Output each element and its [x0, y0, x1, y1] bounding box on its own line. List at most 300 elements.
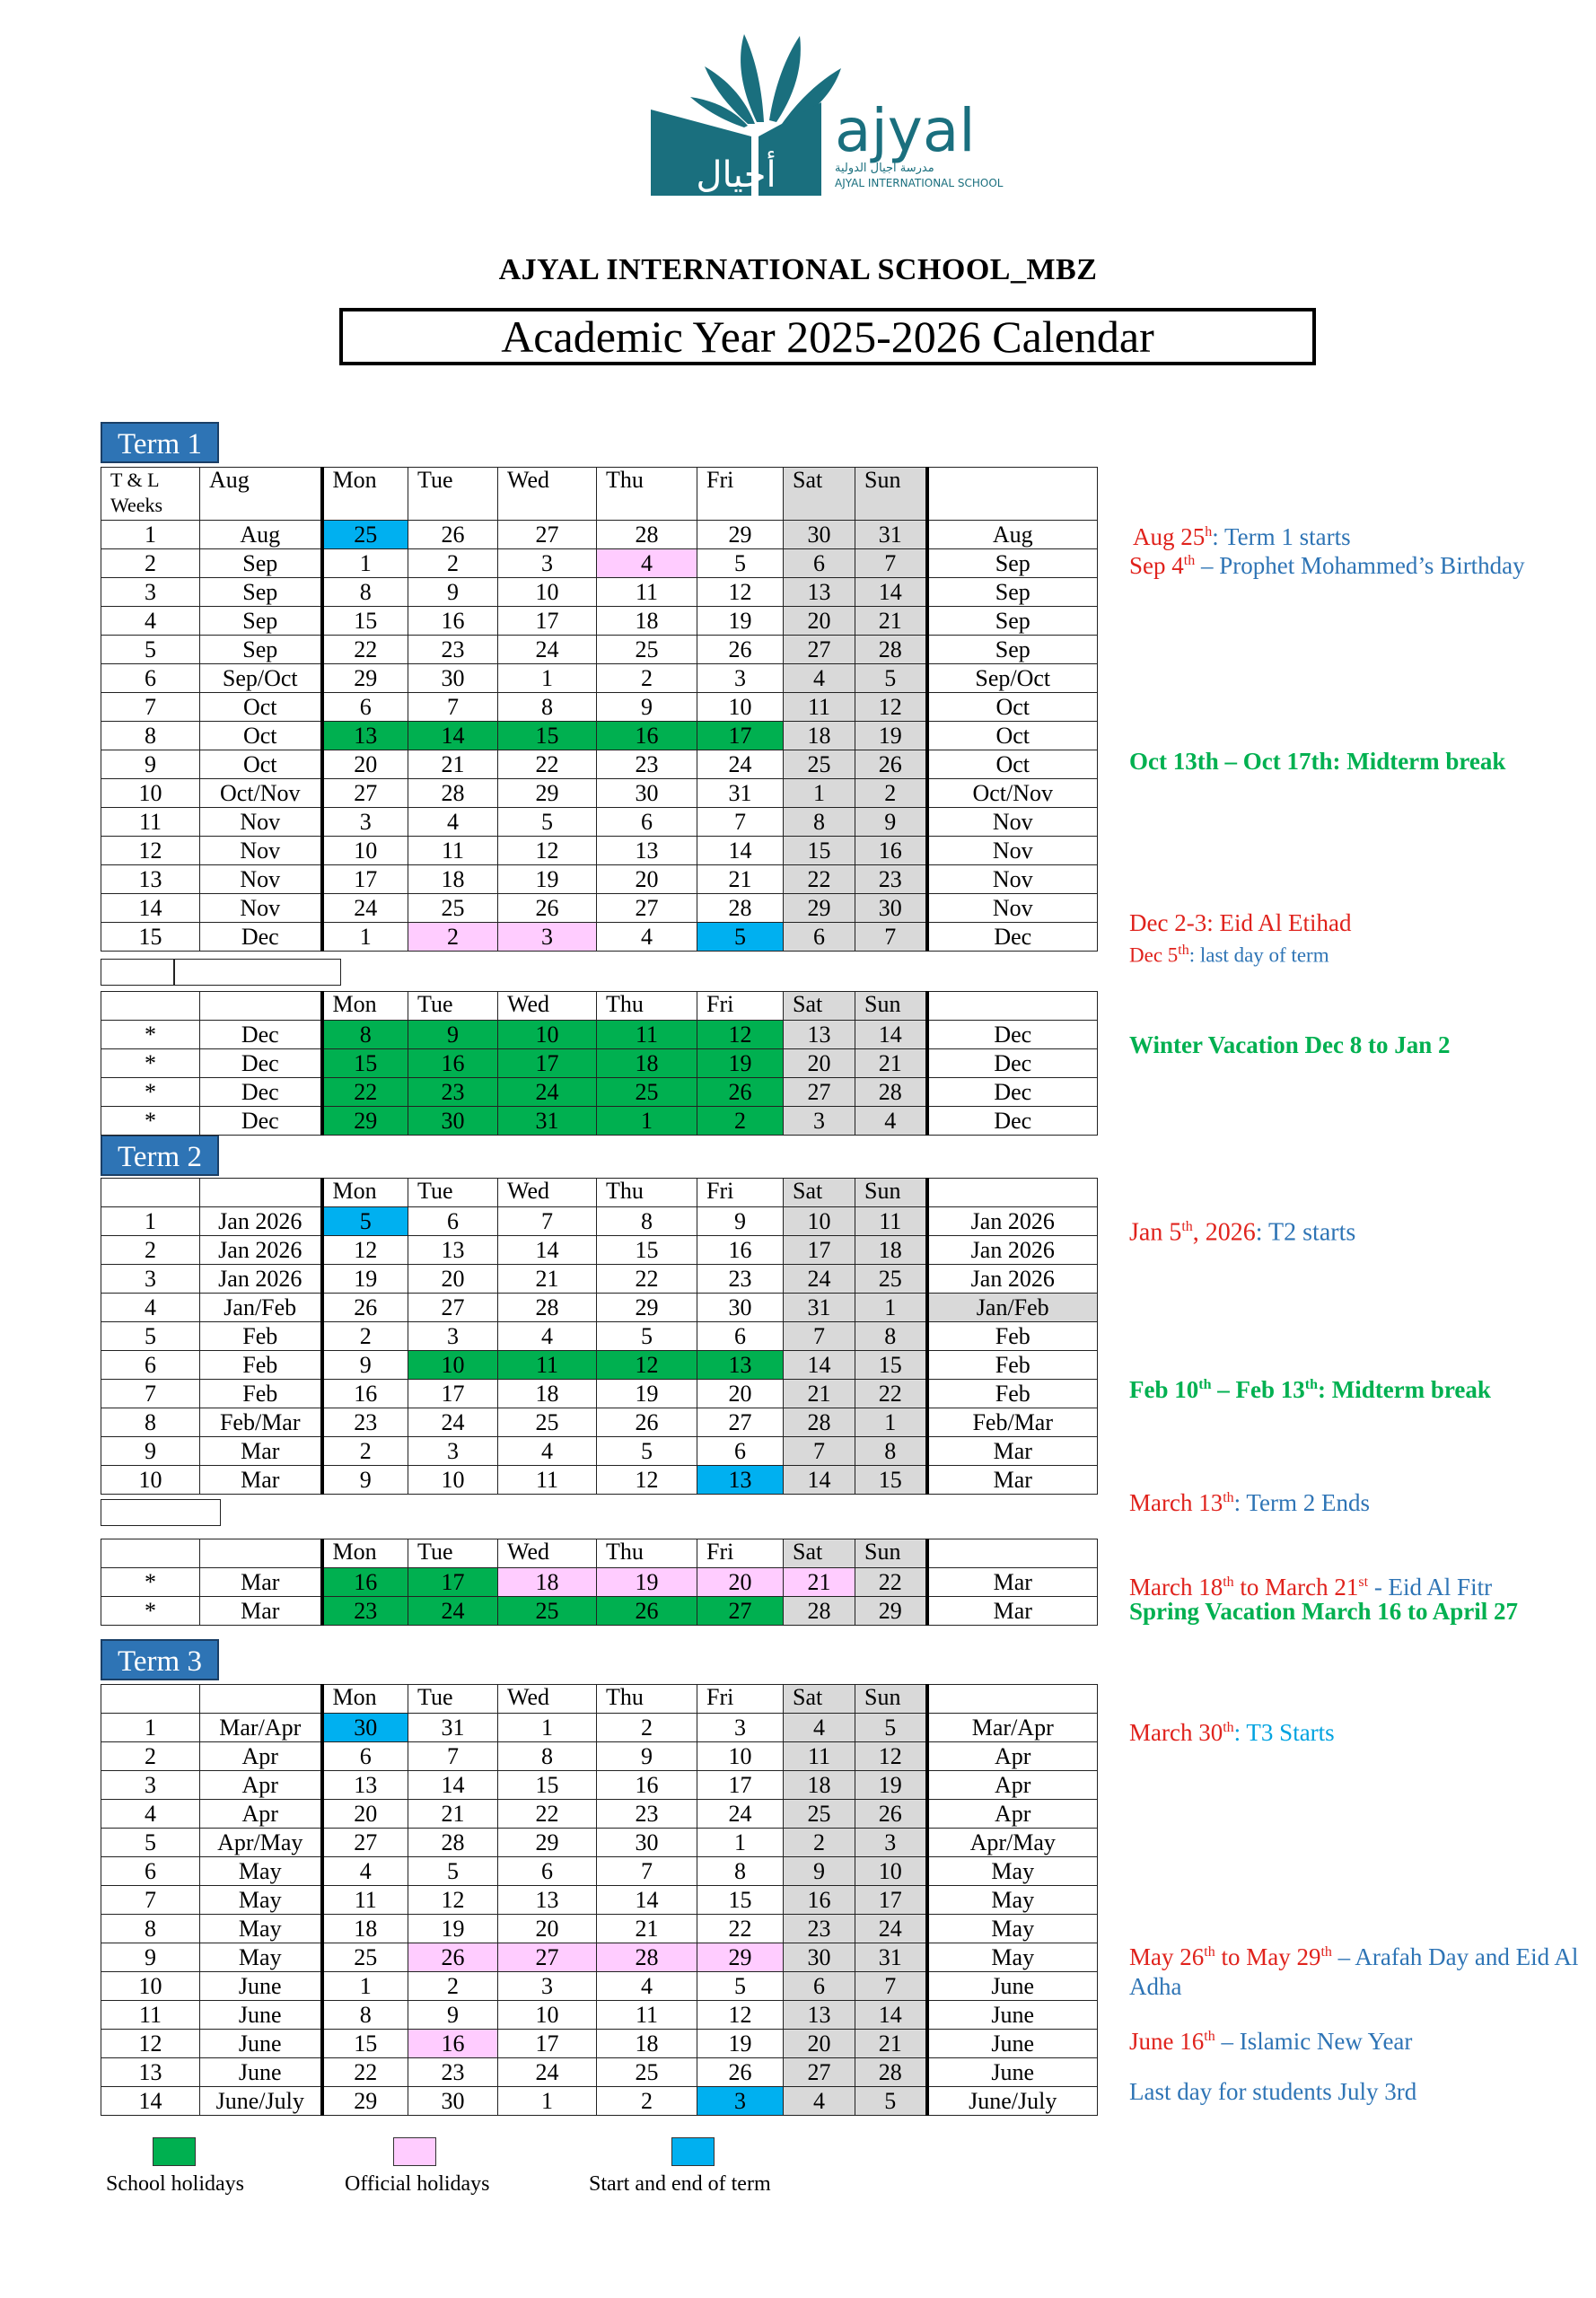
- day-cell-sat: 21: [784, 1568, 855, 1597]
- week-row: [101, 808, 1098, 837]
- month-cell-right: Dec: [927, 1107, 1098, 1136]
- month-cell: Apr: [200, 1771, 322, 1800]
- month-cell: May: [200, 1886, 322, 1915]
- week-number: 4: [101, 1800, 200, 1829]
- week-number: 5: [101, 1829, 200, 1857]
- month-cell-right: Jan 2026: [927, 1265, 1098, 1294]
- week-row: [101, 1351, 1098, 1380]
- month-cell-right: Feb: [927, 1322, 1098, 1351]
- day-cell-thu: 25: [597, 1078, 697, 1107]
- week-row: [101, 1021, 1098, 1049]
- month-cell-right: Mar: [927, 1437, 1098, 1466]
- month-cell-right: June: [927, 2001, 1098, 2030]
- day-cell-tue: 2: [408, 549, 498, 578]
- term-3-label: Term 3: [101, 1639, 219, 1680]
- week-number: 10: [101, 1466, 200, 1495]
- week-number: 4: [101, 1294, 200, 1322]
- week-row: [101, 865, 1098, 894]
- day-cell-tue: 2: [408, 923, 498, 952]
- day-cell-fri: 26: [697, 1078, 784, 1107]
- sun-header: Sun: [855, 468, 927, 521]
- month-cell: Nov: [200, 808, 322, 837]
- school-logo: [651, 16, 1010, 205]
- fri-header: Fri: [697, 992, 784, 1021]
- day-cell-sun: 18: [855, 1236, 927, 1265]
- week-row: [101, 1294, 1098, 1322]
- month-cell: Oct: [200, 750, 322, 779]
- day-cell-wed: 28: [498, 1294, 597, 1322]
- month-cell-right: Apr/May: [927, 1829, 1098, 1857]
- month-cell-right: Mar: [927, 1597, 1098, 1626]
- day-cell-mon: 29: [322, 1107, 408, 1136]
- day-cell-mon: 1: [322, 923, 408, 952]
- day-cell-mon: 15: [322, 2030, 408, 2058]
- month-cell: Dec: [200, 923, 322, 952]
- week-row: [101, 1207, 1098, 1236]
- legend-official-holidays: Official holidays: [345, 2172, 490, 2196]
- day-cell-tue: 23: [408, 1078, 498, 1107]
- week-row: [101, 1568, 1098, 1597]
- day-cell-tue: 24: [408, 1408, 498, 1437]
- week-number: 15: [101, 923, 200, 952]
- day-cell-wed: 13: [498, 1886, 597, 1915]
- month-cell: Sep/Oct: [200, 664, 322, 693]
- day-cell-tue: 2: [408, 1972, 498, 2001]
- month-cell: Mar/Apr: [200, 1714, 322, 1742]
- mon-header: Mon: [322, 1179, 408, 1207]
- day-cell-fri: 9: [697, 1207, 784, 1236]
- week-number: *: [101, 1568, 200, 1597]
- month-cell: Apr/May: [200, 1829, 322, 1857]
- day-cell-fri: 28: [697, 894, 784, 923]
- day-cell-sat: 25: [784, 1800, 855, 1829]
- week-row: [101, 1829, 1098, 1857]
- day-cell-fri: 5: [697, 1972, 784, 2001]
- month-cell-right: Oct: [927, 693, 1098, 722]
- day-cell-fri: 20: [697, 1380, 784, 1408]
- month-cell: Oct: [200, 693, 322, 722]
- day-cell-fri: 2: [697, 1107, 784, 1136]
- day-cell-thu: 18: [597, 607, 697, 636]
- day-cell-mon: 26: [322, 1294, 408, 1322]
- month-cell: Dec: [200, 1078, 322, 1107]
- day-cell-mon: 6: [322, 1742, 408, 1771]
- term-2-table: [101, 1178, 1098, 1495]
- day-cell-sun: 31: [855, 521, 927, 549]
- legend-swatch-school-holidays: [153, 2137, 196, 2166]
- week-row: [101, 1800, 1098, 1829]
- month-cell: Nov: [200, 894, 322, 923]
- day-cell-mon: 23: [322, 1408, 408, 1437]
- day-cell-fri: 15: [697, 1886, 784, 1915]
- week-row: [101, 1408, 1098, 1437]
- week-row: [101, 607, 1098, 636]
- day-cell-mon: 15: [322, 1049, 408, 1078]
- month-cell: June: [200, 2058, 322, 2087]
- note-last-day: Last day for students July 3rd: [1129, 2078, 1417, 2105]
- day-cell-sat: 6: [784, 1972, 855, 2001]
- day-cell-sat: 28: [784, 1597, 855, 1626]
- day-cell-thu: 26: [597, 1597, 697, 1626]
- day-cell-fri: 24: [697, 1800, 784, 1829]
- day-cell-tue: 16: [408, 607, 498, 636]
- day-cell-sun: 19: [855, 1771, 927, 1800]
- day-cell-wed: 3: [498, 923, 597, 952]
- day-cell-sat: 14: [784, 1351, 855, 1380]
- month-cell: Oct/Nov: [200, 779, 322, 808]
- day-cell-sat: 29: [784, 894, 855, 923]
- note-eid-fitr: March 18th to March 21st - Eid Al Fitr: [1129, 1574, 1493, 1601]
- fri-header: Fri: [697, 1539, 784, 1568]
- month-cell: May: [200, 1915, 322, 1943]
- day-cell-sat: 4: [784, 1714, 855, 1742]
- fri-header: Fri: [697, 1685, 784, 1714]
- day-cell-mon: 1: [322, 549, 408, 578]
- day-cell-sat: 21: [784, 1380, 855, 1408]
- week-row: [101, 1597, 1098, 1626]
- day-cell-tue: 21: [408, 750, 498, 779]
- mon-header: Mon: [322, 1685, 408, 1714]
- day-cell-sat: 20: [784, 2030, 855, 2058]
- month-header: Aug: [200, 468, 322, 521]
- day-cell-sun: 7: [855, 1972, 927, 2001]
- month-cell: Mar: [200, 1597, 322, 1626]
- empty-header: [101, 992, 200, 1021]
- year-title: Academic Year 2025-2026 Calendar: [339, 308, 1316, 365]
- week-row: [101, 750, 1098, 779]
- week-number: 10: [101, 1972, 200, 2001]
- day-cell-sat: 6: [784, 549, 855, 578]
- week-row: [101, 578, 1098, 607]
- day-cell-mon: 4: [322, 1857, 408, 1886]
- logo-arabic-text: أجيال: [696, 154, 776, 196]
- day-cell-sun: 22: [855, 1380, 927, 1408]
- day-cell-fri: 12: [697, 1021, 784, 1049]
- month-cell-right: Mar: [927, 1568, 1098, 1597]
- day-cell-tue: 23: [408, 636, 498, 664]
- week-row: [101, 722, 1098, 750]
- week-number: *: [101, 1021, 200, 1049]
- day-cell-mon: 24: [322, 894, 408, 923]
- day-cell-wed: 29: [498, 1829, 597, 1857]
- gap-cell: [101, 959, 174, 986]
- day-cell-mon: 17: [322, 865, 408, 894]
- day-cell-sun: 14: [855, 2001, 927, 2030]
- day-cell-tue: 25: [408, 894, 498, 923]
- week-row: [101, 1886, 1098, 1915]
- day-cell-thu: 18: [597, 2030, 697, 2058]
- week-row: [101, 1078, 1098, 1107]
- sat-header: Sat: [784, 992, 855, 1021]
- day-cell-sun: 16: [855, 837, 927, 865]
- day-cell-sat: 16: [784, 1886, 855, 1915]
- note-term2-end: March 13th: Term 2 Ends: [1129, 1489, 1371, 1516]
- day-cell-sun: 14: [855, 578, 927, 607]
- day-cell-sun: 10: [855, 1857, 927, 1886]
- day-cell-tue: 30: [408, 1107, 498, 1136]
- note-eid-etihad: Dec 2-3: Eid Al Etihad: [1129, 909, 1352, 936]
- note-term3-start: March 30th: T3 Starts: [1129, 1719, 1335, 1746]
- month-cell: Nov: [200, 837, 322, 865]
- day-cell-mon: 20: [322, 1800, 408, 1829]
- week-number: 11: [101, 2001, 200, 2030]
- week-number: 6: [101, 1351, 200, 1380]
- day-cell-sat: 6: [784, 923, 855, 952]
- day-cell-sat: 30: [784, 1943, 855, 1972]
- day-cell-tue: 21: [408, 1800, 498, 1829]
- week-number: 1: [101, 1207, 200, 1236]
- week-number: 1: [101, 1714, 200, 1742]
- wed-header: Wed: [498, 992, 597, 1021]
- week-number: 10: [101, 779, 200, 808]
- day-cell-tue: 10: [408, 1351, 498, 1380]
- day-cell-mon: 11: [322, 1886, 408, 1915]
- day-cell-sat: 4: [784, 2087, 855, 2116]
- week-row: [101, 779, 1098, 808]
- week-row: [101, 2001, 1098, 2030]
- day-cell-thu: 30: [597, 1829, 697, 1857]
- day-cell-sat: 24: [784, 1265, 855, 1294]
- mon-header: Mon: [322, 468, 408, 521]
- day-cell-tue: 30: [408, 664, 498, 693]
- day-cell-thu: 6: [597, 808, 697, 837]
- logo-arabic-subtitle: مدرسة أجيال الدولية: [835, 162, 934, 175]
- day-cell-tue: 10: [408, 1466, 498, 1495]
- day-cell-sun: 4: [855, 1107, 927, 1136]
- day-cell-thu: 28: [597, 1943, 697, 1972]
- empty-header: [200, 1179, 322, 1207]
- month-cell: Sep: [200, 607, 322, 636]
- day-cell-thu: 21: [597, 1915, 697, 1943]
- month-cell: Sep: [200, 549, 322, 578]
- week-row: [101, 1437, 1098, 1466]
- month-cell-right: Nov: [927, 865, 1098, 894]
- month-cell: Nov: [200, 865, 322, 894]
- day-cell-mon: 22: [322, 636, 408, 664]
- day-cell-wed: 11: [498, 1466, 597, 1495]
- week-number: *: [101, 1078, 200, 1107]
- day-cell-mon: 19: [322, 1265, 408, 1294]
- day-cell-wed: 31: [498, 1107, 597, 1136]
- week-number: 8: [101, 722, 200, 750]
- day-cell-tue: 3: [408, 1322, 498, 1351]
- day-cell-sat: 10: [784, 1207, 855, 1236]
- day-cell-mon: 27: [322, 1829, 408, 1857]
- day-cell-wed: 5: [498, 808, 597, 837]
- week-number: 7: [101, 693, 200, 722]
- legend-term: Start and end of term: [589, 2172, 771, 2196]
- week-row: [101, 1714, 1098, 1742]
- day-cell-wed: 24: [498, 1078, 597, 1107]
- day-cell-mon: 9: [322, 1351, 408, 1380]
- day-cell-thu: 29: [597, 1294, 697, 1322]
- week-row: [101, 1049, 1098, 1078]
- week-row: [101, 894, 1098, 923]
- week-number: *: [101, 1049, 200, 1078]
- week-number: 11: [101, 808, 200, 837]
- day-cell-sun: 5: [855, 2087, 927, 2116]
- day-cell-thu: 16: [597, 722, 697, 750]
- month-cell-right: Sep: [927, 636, 1098, 664]
- week-number: 9: [101, 750, 200, 779]
- day-cell-mon: 29: [322, 664, 408, 693]
- note-eid-adha: May 26th to May 29th – Arafah Day and Eid Al Adha: [1129, 1943, 1579, 2000]
- week-row: [101, 2087, 1098, 2116]
- term-3-table: [101, 1684, 1098, 2116]
- day-cell-fri: 21: [697, 865, 784, 894]
- day-cell-thu: 28: [597, 521, 697, 549]
- day-cell-mon: 15: [322, 607, 408, 636]
- day-cell-wed: 14: [498, 1236, 597, 1265]
- week-row: [101, 837, 1098, 865]
- week-number: 4: [101, 607, 200, 636]
- day-cell-mon: 25: [322, 1943, 408, 1972]
- month-cell-right: May: [927, 1915, 1098, 1943]
- day-cell-sun: 5: [855, 1714, 927, 1742]
- day-cell-sat: 23: [784, 1915, 855, 1943]
- empty-header: [101, 1539, 200, 1568]
- table-header-row: [101, 1685, 1098, 1714]
- month-cell: Dec: [200, 1049, 322, 1078]
- month-cell-right: Sep: [927, 578, 1098, 607]
- day-cell-thu: 2: [597, 1714, 697, 1742]
- table-header-row: [101, 1539, 1098, 1568]
- day-cell-tue: 26: [408, 521, 498, 549]
- month-cell-right: Apr: [927, 1800, 1098, 1829]
- day-cell-thu: 20: [597, 865, 697, 894]
- day-cell-fri: 30: [697, 1294, 784, 1322]
- day-cell-thu: 23: [597, 1800, 697, 1829]
- day-cell-wed: 4: [498, 1322, 597, 1351]
- day-cell-fri: 6: [697, 1437, 784, 1466]
- sat-header: Sat: [784, 468, 855, 521]
- day-cell-thu: 30: [597, 779, 697, 808]
- day-cell-sat: 11: [784, 1742, 855, 1771]
- month-cell-right: Dec: [927, 1049, 1098, 1078]
- day-cell-sun: 14: [855, 1021, 927, 1049]
- month-cell-right: May: [927, 1943, 1098, 1972]
- day-cell-thu: 15: [597, 1236, 697, 1265]
- day-cell-fri: 3: [697, 2087, 784, 2116]
- month-cell-right: May: [927, 1857, 1098, 1886]
- day-cell-wed: 24: [498, 636, 597, 664]
- day-cell-sat: 8: [784, 808, 855, 837]
- week-number: 6: [101, 1857, 200, 1886]
- day-cell-fri: 14: [697, 837, 784, 865]
- month-cell: Jan/Feb: [200, 1294, 322, 1322]
- day-cell-thu: 11: [597, 578, 697, 607]
- month-cell: Mar: [200, 1568, 322, 1597]
- day-cell-mon: 12: [322, 1236, 408, 1265]
- month-cell-right: Jan 2026: [927, 1207, 1098, 1236]
- day-cell-sun: 8: [855, 1322, 927, 1351]
- day-cell-tue: 23: [408, 2058, 498, 2087]
- day-cell-thu: 8: [597, 1207, 697, 1236]
- day-cell-mon: 30: [322, 1714, 408, 1742]
- day-cell-tue: 16: [408, 1049, 498, 1078]
- day-cell-tue: 31: [408, 1714, 498, 1742]
- day-cell-thu: 23: [597, 750, 697, 779]
- day-cell-fri: 20: [697, 1568, 784, 1597]
- month-cell-right: June: [927, 2058, 1098, 2087]
- empty-header: [200, 1539, 322, 1568]
- week-row: [101, 664, 1098, 693]
- day-cell-wed: 20: [498, 1915, 597, 1943]
- note-islamic-new-year: June 16th – Islamic New Year: [1129, 2028, 1413, 2055]
- day-cell-wed: 18: [498, 1568, 597, 1597]
- week-number: 13: [101, 2058, 200, 2087]
- month-cell: Oct: [200, 722, 322, 750]
- day-cell-tue: 13: [408, 1236, 498, 1265]
- week-row: [101, 1943, 1098, 1972]
- month-cell: Jan 2026: [200, 1207, 322, 1236]
- day-cell-tue: 18: [408, 865, 498, 894]
- day-cell-tue: 28: [408, 779, 498, 808]
- week-row: [101, 2058, 1098, 2087]
- month-cell: Feb: [200, 1380, 322, 1408]
- empty-header: [101, 1685, 200, 1714]
- day-cell-fri: 19: [697, 607, 784, 636]
- week-number: 2: [101, 1742, 200, 1771]
- day-cell-sun: 15: [855, 1351, 927, 1380]
- month-cell: Feb: [200, 1351, 322, 1380]
- day-cell-wed: 8: [498, 1742, 597, 1771]
- day-cell-sat: 4: [784, 664, 855, 693]
- day-cell-fri: 12: [697, 578, 784, 607]
- week-number: 3: [101, 1265, 200, 1294]
- term-2-break-table: [101, 1539, 1098, 1626]
- day-cell-fri: 27: [697, 1408, 784, 1437]
- day-cell-fri: 31: [697, 779, 784, 808]
- note-term1-start: Aug 25$^h$: Term 1 starts: [1133, 523, 1351, 550]
- day-cell-sun: 15: [855, 1466, 927, 1495]
- day-cell-sun: 28: [855, 2058, 927, 2087]
- logo-latin-subtitle: AJYAL INTERNATIONAL SCHOOL: [835, 177, 1004, 189]
- empty-header: [927, 992, 1098, 1021]
- day-cell-tue: 28: [408, 1829, 498, 1857]
- day-cell-sat: 18: [784, 1771, 855, 1800]
- week-row: [101, 693, 1098, 722]
- month-cell: Sep: [200, 636, 322, 664]
- day-cell-fri: 3: [697, 1714, 784, 1742]
- day-cell-fri: 3: [697, 664, 784, 693]
- day-cell-tue: 30: [408, 2087, 498, 2116]
- month-cell-right: June/July: [927, 2087, 1098, 2116]
- month-cell-right: Feb/Mar: [927, 1408, 1098, 1437]
- day-cell-sun: 1: [855, 1408, 927, 1437]
- day-cell-sat: 22: [784, 865, 855, 894]
- day-cell-sat: 7: [784, 1322, 855, 1351]
- term-1-table: [101, 467, 1098, 952]
- day-cell-fri: 26: [697, 636, 784, 664]
- day-cell-tue: 12: [408, 1886, 498, 1915]
- month-cell: Dec: [200, 1107, 322, 1136]
- month-cell: Apr: [200, 1742, 322, 1771]
- fri-header: Fri: [697, 1179, 784, 1207]
- week-number: 14: [101, 2087, 200, 2116]
- day-cell-mon: 20: [322, 750, 408, 779]
- day-cell-mon: 6: [322, 693, 408, 722]
- month-cell-right: June: [927, 1972, 1098, 2001]
- day-cell-thu: 2: [597, 2087, 697, 2116]
- week-row: [101, 923, 1098, 952]
- month-cell: May: [200, 1857, 322, 1886]
- week-row: [101, 1265, 1098, 1294]
- day-cell-tue: 5: [408, 1857, 498, 1886]
- logo-latin-text: ajyal: [835, 96, 976, 165]
- day-cell-sat: 17: [784, 1236, 855, 1265]
- day-cell-sun: 22: [855, 1568, 927, 1597]
